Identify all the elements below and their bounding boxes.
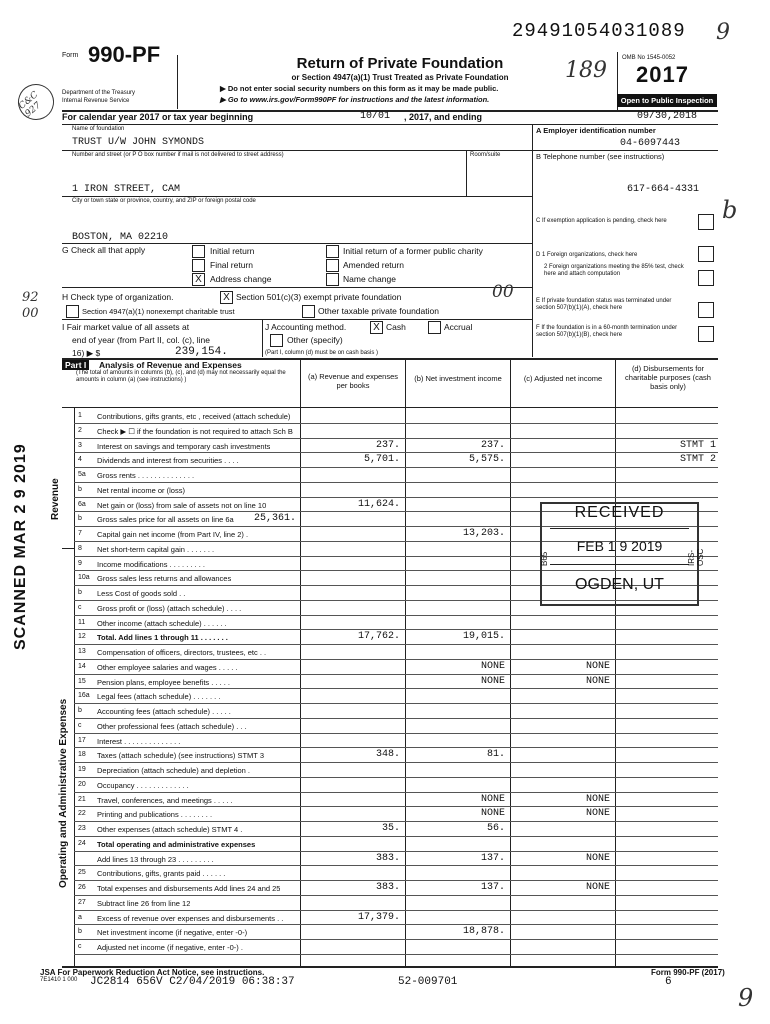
treasury-dept: Department of the Treasury: [62, 90, 136, 96]
row-number: b: [78, 589, 82, 596]
tax-year: 2017: [636, 62, 689, 87]
final-return-checkbox[interactable]: [192, 259, 205, 272]
foreign-85-label: 2 Foreign organizations meeting the 85% test, check here and attach computation: [544, 264, 684, 277]
gross-sales-inline-value[interactable]: 25,361.: [253, 513, 296, 525]
control-number: 52-009701: [398, 976, 458, 988]
terminated-label: E If private foundation status was terminated under section 507(b)(1)(A), check here: [536, 298, 672, 311]
cash-basis-note: (Part I, column (d) must be on cash basis ): [265, 350, 379, 356]
row-number: 26: [78, 884, 86, 891]
name-label: Name of foundation: [72, 126, 125, 132]
row-value-col-b[interactable]: 137.: [480, 852, 505, 864]
city-label: City or town state or province, country, and ZIP or foreign postal code: [72, 198, 256, 204]
row-number: 18: [78, 751, 86, 759]
row-description: Taxes (attach schedule) (see instructions) STMT 3: [97, 751, 265, 761]
row-value-col-b[interactable]: NONE: [480, 808, 505, 820]
form-subtitle: or Section 4947(a)(1) Trust Treated as Private Foundation: [291, 73, 509, 82]
row-number: c: [78, 943, 82, 950]
document-locator-number: 29491054031089: [512, 20, 686, 42]
end-date: 09/30,2018: [637, 111, 698, 122]
initial-return-checkbox[interactable]: [192, 245, 205, 258]
accrual-label: Accrual: [444, 322, 473, 332]
row-description: Contributions, gifts, grants paid . . . . . .: [97, 869, 226, 879]
fmv-value[interactable]: 239,154.: [175, 346, 228, 358]
row-description: Other professional fees (attach schedule) . . .: [97, 721, 247, 731]
row-number: c: [78, 721, 82, 729]
row-description: Gross profit or (loss) (attach schedule) . . . .: [97, 603, 242, 613]
row-description: Net gain or (loss) from sale of assets not on line 10: [97, 500, 267, 510]
row-value-col-a[interactable]: 5,701.: [363, 454, 400, 466]
termination-60-label: F If the foundation is in a 60-month termination under section 507(b)(1)(B), check here: [536, 325, 678, 338]
handwritten-checkmark: 189: [565, 58, 607, 83]
row-value-col-d[interactable]: STMT 2: [679, 454, 716, 466]
row-number: 1: [78, 412, 82, 419]
row-value-col-b[interactable]: 56.: [486, 823, 505, 834]
row-number: 14: [78, 662, 86, 670]
row-description: Net short-term capital gain . . . . . . .: [97, 544, 215, 554]
row-description: Subtract line 26 from line 12: [97, 898, 191, 908]
row-description: Compensation of officers, directors, trustees, etc . .: [97, 648, 267, 657]
section-h-label: H Check type of organization.: [62, 292, 174, 302]
form-reference: Form 990-PF (2017): [651, 968, 725, 977]
section-4947-label: Section 4947(a)(1) nonexempt charitable trust: [82, 307, 235, 316]
row-value-col-b[interactable]: 137.: [480, 882, 505, 893]
row-value-col-a[interactable]: 237.: [375, 439, 400, 451]
row-number: b: [78, 707, 82, 714]
received-date: FEB 1 9 2019: [576, 538, 663, 554]
row-description: Total. Add lines 1 through 11 . . . . . . .: [97, 633, 228, 643]
ein-value[interactable]: 04-6097443: [620, 138, 681, 149]
begin-date: 10/01: [360, 111, 391, 122]
row-description: Other employee salaries and wages . . . . .: [97, 662, 238, 672]
fmv-label-3: 16) ▶ $: [72, 348, 101, 358]
part-1-tag: Part I: [62, 360, 89, 370]
handwritten-92: 92: [22, 290, 39, 305]
row-description: Other expenses (attach schedule) STMT 4 .: [97, 825, 243, 834]
handwritten-00b: 00: [492, 282, 514, 302]
handwritten-00: 00: [22, 306, 39, 321]
amended-return-label: Amended return: [343, 260, 404, 270]
received-stamp: [540, 502, 705, 606]
row-number: 5a: [78, 471, 86, 478]
row-description: Interest on savings and temporary cash investments: [97, 441, 271, 451]
row-description: Excess of revenue over expenses and disbursements . .: [97, 913, 284, 923]
omb-number: OMB No 1545-0052: [622, 55, 676, 61]
row-description: Adjusted net income (if negative, enter -0-) .: [97, 943, 243, 952]
other-method-checkbox[interactable]: [270, 334, 283, 347]
row-description: Add lines 13 through 23 . . . . . . . . .: [97, 854, 214, 864]
initial-former-label: Initial return of a former public charity: [343, 246, 483, 256]
row-number: 21: [78, 795, 86, 803]
street-address[interactable]: 1 IRON STREET, CAM: [72, 184, 181, 195]
row-description: Accounting fees (attach schedule) . . . . .: [97, 707, 231, 716]
row-value-col-a[interactable]: 17,379.: [357, 911, 400, 923]
row-description: Legal fees (attach schedule) . . . . . . .: [97, 692, 221, 702]
row-description: Occupancy . . . . . . . . . . . . .: [97, 780, 189, 790]
name-change-label: Name change: [343, 274, 396, 284]
row-description: Contributions, gifts grants, etc , received (attach schedule): [97, 412, 291, 421]
row-number: 13: [78, 648, 86, 655]
stamp-side-left: B65: [540, 551, 549, 566]
initial-former-checkbox[interactable]: [326, 245, 339, 258]
calendar-year-label: For calendar year 2017 or tax year beginning: [62, 112, 254, 122]
part-1-description: (The total of amounts in columns (b), (c), and (d) may not necessarily equal the amounts in column (a) (see instructions) ): [76, 370, 286, 383]
cash-checkbox[interactable]: X: [370, 321, 383, 334]
row-value-col-a[interactable]: 348.: [375, 749, 400, 761]
row-value-col-b[interactable]: 13,203.: [462, 528, 505, 539]
row-description: Printing and publications . . . . . . . .: [97, 810, 213, 820]
part-1-title: Analysis of Revenue and Expenses: [99, 360, 242, 370]
row-number: b: [78, 485, 82, 493]
row-number: 20: [78, 780, 86, 788]
form-code: 7E1410 1 000: [40, 977, 78, 983]
row-number: 8: [78, 544, 82, 552]
section-501c3-checkbox[interactable]: X: [220, 291, 233, 304]
handwritten-b: b: [722, 196, 738, 224]
row-number: 17: [78, 736, 86, 744]
scanned-stamp: SCANNED MAR 2 9 2019: [12, 443, 29, 650]
foundation-name[interactable]: TRUST U/W JOHN SYMONDS: [72, 137, 205, 148]
form-title: Return of Private Foundation: [296, 55, 504, 72]
accrual-checkbox[interactable]: [428, 321, 441, 334]
row-value-col-c[interactable]: NONE: [585, 808, 610, 820]
row-number: 19: [78, 766, 86, 773]
row-description: Other income (attach schedule) . . . . . .: [97, 618, 227, 628]
row-number: 10a: [78, 574, 90, 582]
row-number: 7: [78, 530, 82, 537]
expenses-side-label: Operating and Administrative Expenses: [58, 698, 69, 888]
row-number: 3: [78, 441, 82, 449]
accounting-method-label: J Accounting method.: [265, 322, 347, 332]
street-label: Number and street (or P O box number if mail is not delivered to street address): [72, 152, 284, 158]
section-501c3-label: Section 501(c)(3) exempt private foundation: [236, 292, 402, 302]
address-change-checkbox[interactable]: X: [192, 273, 205, 286]
row-value-col-a[interactable]: 383.: [375, 852, 400, 864]
row-value-col-c[interactable]: NONE: [585, 882, 610, 893]
row-number: b: [78, 928, 82, 936]
revenue-side-label: Revenue: [50, 478, 61, 520]
row-number: 25: [78, 869, 86, 877]
row-number: 4: [78, 456, 82, 464]
section-4947-checkbox[interactable]: [66, 305, 79, 318]
termination-60-checkbox[interactable]: [698, 326, 714, 342]
row-value-col-a[interactable]: 383.: [375, 882, 400, 893]
fmv-label-2: end of year (from Part II, col. (c), line: [72, 335, 210, 345]
stamp-side-right: IRS-OSC: [687, 548, 705, 566]
name-change-checkbox[interactable]: [326, 273, 339, 286]
row-value-col-a[interactable]: 17,762.: [357, 631, 400, 643]
row-value-col-b[interactable]: 18,878.: [462, 926, 505, 938]
row-description: Total expenses and disbursements Add lines 24 and 25: [97, 884, 281, 893]
row-value-col-c[interactable]: NONE: [585, 852, 610, 864]
irs-label: Internal Revenue Service: [62, 98, 130, 104]
room-label: Room/suite: [470, 152, 501, 158]
paperwork-notice: JSA For Paperwork Reduction Act Notice, see instructions.: [40, 968, 265, 977]
row-value-col-a[interactable]: 35.: [381, 823, 400, 834]
exemption-pending-checkbox[interactable]: [698, 214, 714, 230]
row-number: c: [78, 603, 82, 611]
foreign-org-label: D 1 Foreign organizations, check here: [536, 252, 638, 258]
col-d-header: (d) Disbursements for charitable purposes (cash basis only): [625, 364, 711, 391]
fmv-label-1: I Fair market value of all assets at: [62, 322, 190, 332]
row-description: Capital gain net income (from Part IV, line 2) .: [97, 530, 249, 539]
row-description: Travel, conferences, and meetings . . . . .: [97, 795, 233, 805]
row-number: 27: [78, 898, 86, 906]
ending-label: , 2017, and ending: [404, 112, 483, 122]
amended-return-checkbox[interactable]: [326, 259, 339, 272]
row-number: 12: [78, 633, 86, 641]
other-taxable-label: Other taxable private foundation: [318, 306, 439, 316]
row-number: 6a: [78, 500, 86, 508]
row-description: Dividends and interest from securities . . . .: [97, 456, 239, 466]
row-number: 24: [78, 839, 86, 847]
terminated-checkbox[interactable]: [698, 302, 714, 318]
open-inspection-banner: Open to Public Inspection: [617, 94, 717, 107]
row-description: Interest . . . . . . . . . . . . . .: [97, 736, 181, 746]
row-description: Gross rents . . . . . . . . . . . . . .: [97, 471, 195, 480]
foreign-85-checkbox[interactable]: [698, 270, 714, 286]
row-value-col-b[interactable]: NONE: [480, 793, 505, 805]
address-change-label: Address change: [210, 274, 272, 284]
initial-return-label: Initial return: [210, 246, 255, 256]
city-state-zip[interactable]: BOSTON, MA 02210: [72, 232, 169, 243]
page-number: 6: [665, 976, 672, 988]
row-description: Gross sales less returns and allowances: [97, 574, 232, 584]
form-label: Form: [62, 52, 79, 59]
ein-label: A Employer identification number: [536, 126, 656, 135]
col-c-header: (c) Adjusted net income: [523, 374, 603, 383]
form-number: 990-PF: [88, 42, 161, 67]
foreign-org-checkbox[interactable]: [698, 246, 714, 262]
row-description: Total operating and administrative expenses: [97, 839, 256, 849]
phone-label: B Telephone number (see instructions): [536, 152, 665, 161]
final-return-label: Final return: [210, 260, 253, 270]
handwritten-9: 9: [738, 984, 754, 1012]
row-value-col-b[interactable]: NONE: [480, 675, 505, 687]
col-a-header: (a) Revenue and expenses per books: [307, 372, 399, 390]
row-value-col-b[interactable]: 19,015.: [462, 631, 505, 643]
circle-text: C&C 927: [17, 89, 44, 120]
ssn-notice: ▶ Do not enter social security numbers on this form as it may be made public.: [220, 84, 499, 93]
batch-stamp: JC2814 656V C2/04/2019 06:38:37: [90, 976, 295, 988]
received-text: RECEIVED: [574, 504, 665, 521]
row-value-col-c[interactable]: NONE: [585, 675, 610, 687]
other-method-label: Other (specify): [287, 335, 343, 345]
row-value-col-b[interactable]: NONE: [480, 660, 505, 672]
row-number: a: [78, 913, 82, 921]
row-description: Pension plans, employee benefits . . . . .: [97, 677, 230, 687]
row-description: Gross sales price for all assets on line 6a: [97, 515, 234, 525]
row-number: 15: [78, 677, 86, 685]
exemption-pending-label: C If exemption application is pending, check here: [536, 218, 667, 224]
row-value-col-c[interactable]: NONE: [585, 660, 610, 672]
row-number: b: [78, 515, 82, 523]
other-taxable-checkbox[interactable]: [302, 305, 315, 318]
row-value-col-d[interactable]: STMT 1: [679, 439, 716, 451]
row-value-col-a[interactable]: 11,624.: [357, 498, 400, 510]
row-number: 22: [78, 810, 86, 818]
row-value-col-b[interactable]: 81.: [486, 749, 505, 761]
row-number: 16a: [78, 692, 90, 700]
row-number: 11: [78, 618, 86, 626]
row-value-col-b[interactable]: 237.: [480, 439, 505, 451]
row-description: Depreciation (attach schedule) and depletion .: [97, 766, 251, 775]
col-b-header: (b) Net investment income: [414, 374, 502, 383]
row-value-col-b[interactable]: 5,575.: [468, 454, 505, 466]
row-number: 23: [78, 825, 86, 832]
instructions-link[interactable]: ▶ Go to www.irs.gov/Form990PF for instructions and the latest information.: [220, 95, 490, 104]
row-number: 9: [78, 559, 82, 567]
section-g-label: G Check all that apply: [62, 245, 146, 255]
row-description: Net rental income or (loss): [97, 485, 185, 495]
cash-label: Cash: [386, 322, 406, 332]
row-value-col-c[interactable]: NONE: [585, 793, 610, 805]
row-description: Check ▶ ☐ if the foundation is not required to attach Sch B: [97, 426, 293, 436]
handwritten-mark: 9: [716, 20, 730, 45]
row-number: 2: [78, 426, 82, 434]
phone-number[interactable]: 617-664-4331: [627, 184, 700, 195]
row-description: Income modifications . . . . . . . . .: [97, 559, 205, 569]
row-description: Less Cost of goods sold . .: [97, 589, 186, 598]
row-description: Net investment income (if negative, enter -0-): [97, 928, 248, 938]
received-location: OGDEN, UT: [575, 576, 664, 593]
